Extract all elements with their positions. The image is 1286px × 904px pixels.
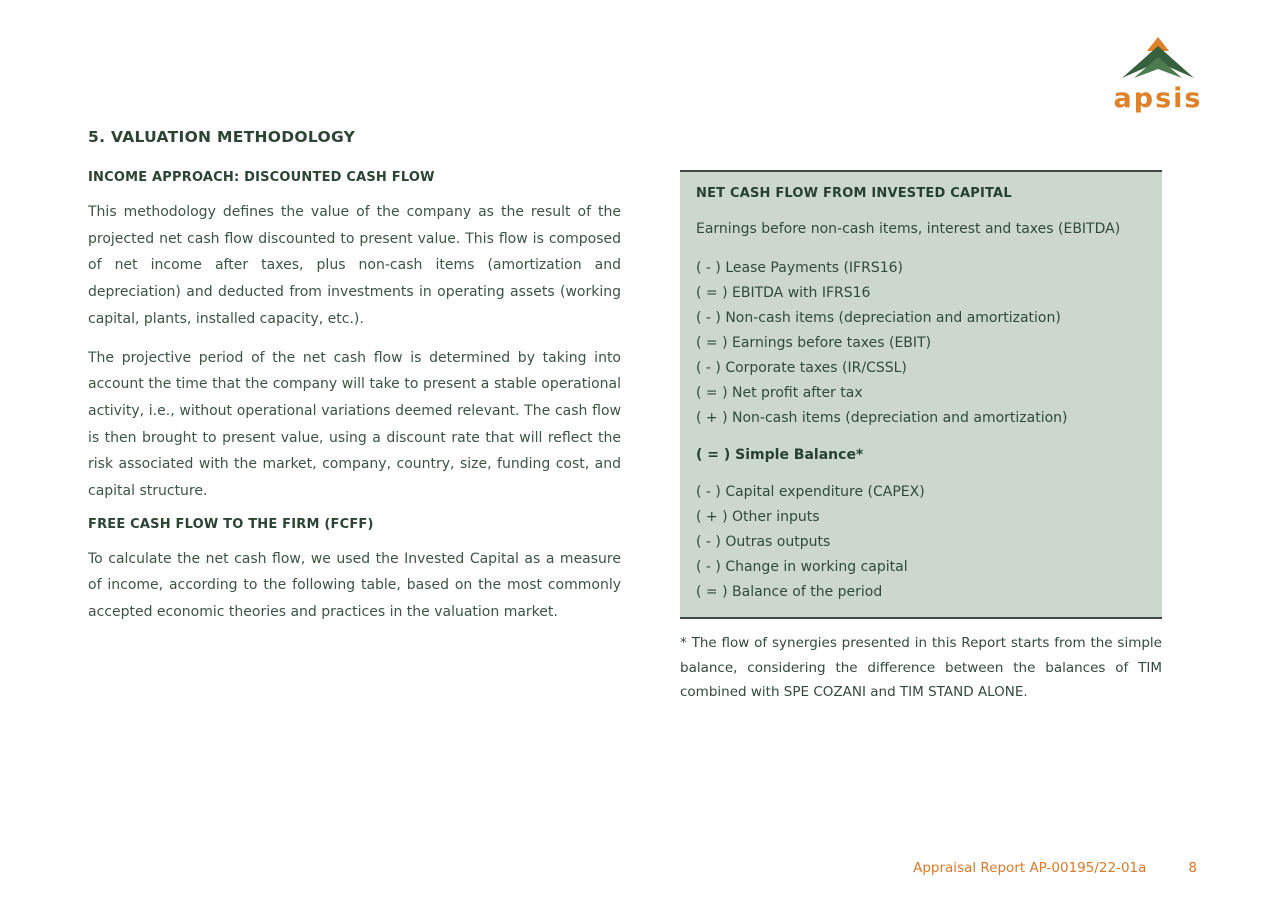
table-row-balance-period: ( = ) Balance of the period (696, 584, 883, 600)
table-row-other-inputs: ( + ) Other inputs (696, 509, 820, 525)
page-footer (913, 860, 1197, 876)
subheading-income-approach: INCOME APPROACH: DISCOUNTED CASH FLOW (88, 170, 435, 185)
page-title: 5. VALUATION METHODOLOGY (88, 128, 356, 146)
net-cash-flow-table (680, 170, 1162, 619)
table-row-ebit: ( = ) Earnings before taxes (EBIT) (696, 335, 932, 351)
table-row-capex: ( - ) Capital expenditure (CAPEX) (696, 484, 925, 500)
page-number: 8 (1188, 860, 1197, 876)
mountain-logo-icon (1116, 36, 1200, 84)
table-row-simple-balance: ( = ) Simple Balance* (696, 447, 864, 463)
left-column (88, 128, 621, 638)
table-row-corporate-taxes: ( - ) Corporate taxes (IR/CSSL) (696, 360, 907, 376)
subheading-fcff: FREE CASH FLOW TO THE FIRM (FCFF) (88, 516, 374, 532)
table-row-lease-payments: ( - ) Lease Payments (IFRS16) (696, 260, 903, 276)
table-row-working-capital: ( - ) Change in working capital (696, 559, 908, 575)
table-row-ebitda: Earnings before non-cash items, interest and taxes (EBITDA) (696, 221, 1121, 237)
apsis-logo-text: apsis (1113, 83, 1203, 114)
footer-report-label: Appraisal Report AP-00195/22-01a (913, 860, 1147, 876)
table-row-non-cash-items-minus: ( - ) Non-cash items (depreciation and amortization) (696, 310, 1061, 326)
paragraph-fcff: To calculate the net cash flow, we used the Invested Capital as a measure of income, according to the following table, based on the most commonly accepted economic theories and practices in the valuation market. (88, 550, 621, 621)
table-row-non-cash-items-plus: ( + ) Non-cash items (depreciation and amortization) (696, 410, 1068, 426)
table-title: NET CASH FLOW FROM INVESTED CAPITAL (696, 186, 1012, 201)
table-footnote: * The flow of synergies presented in this Report starts from the simple balance, considering the difference between the balances of TIM combined with SPE COZANI and TIM STAND ALONE. (680, 635, 1162, 700)
right-column (680, 170, 1162, 705)
table-row-outras-outputs: ( - ) Outras outputs (696, 534, 831, 550)
paragraph-projective-period: The projective period of the net cash flow is determined by taking into account the time that the company will take to present a stable operational activity, i.e., without operational variations deemed relevant. The cash flow is then brought to present value, using a discount rate that will reflect the risk associated with the market, company, country, size, funding cost, and capital structure. (88, 349, 621, 500)
table-row-ebitda-ifrs16: ( = ) EBITDA with IFRS16 (696, 285, 871, 301)
table-row-net-profit: ( = ) Net profit after tax (696, 385, 863, 401)
paragraph-methodology: This methodology defines the value of the company as the result of the projected net cash flow discounted to present value. This flow is composed of net income after taxes, plus non-cash items (amortization and depreciation) and deducted from investments in operating assets (working capital, plants, installed capacity, etc.). (88, 204, 621, 327)
apsis-logo (1110, 36, 1206, 112)
